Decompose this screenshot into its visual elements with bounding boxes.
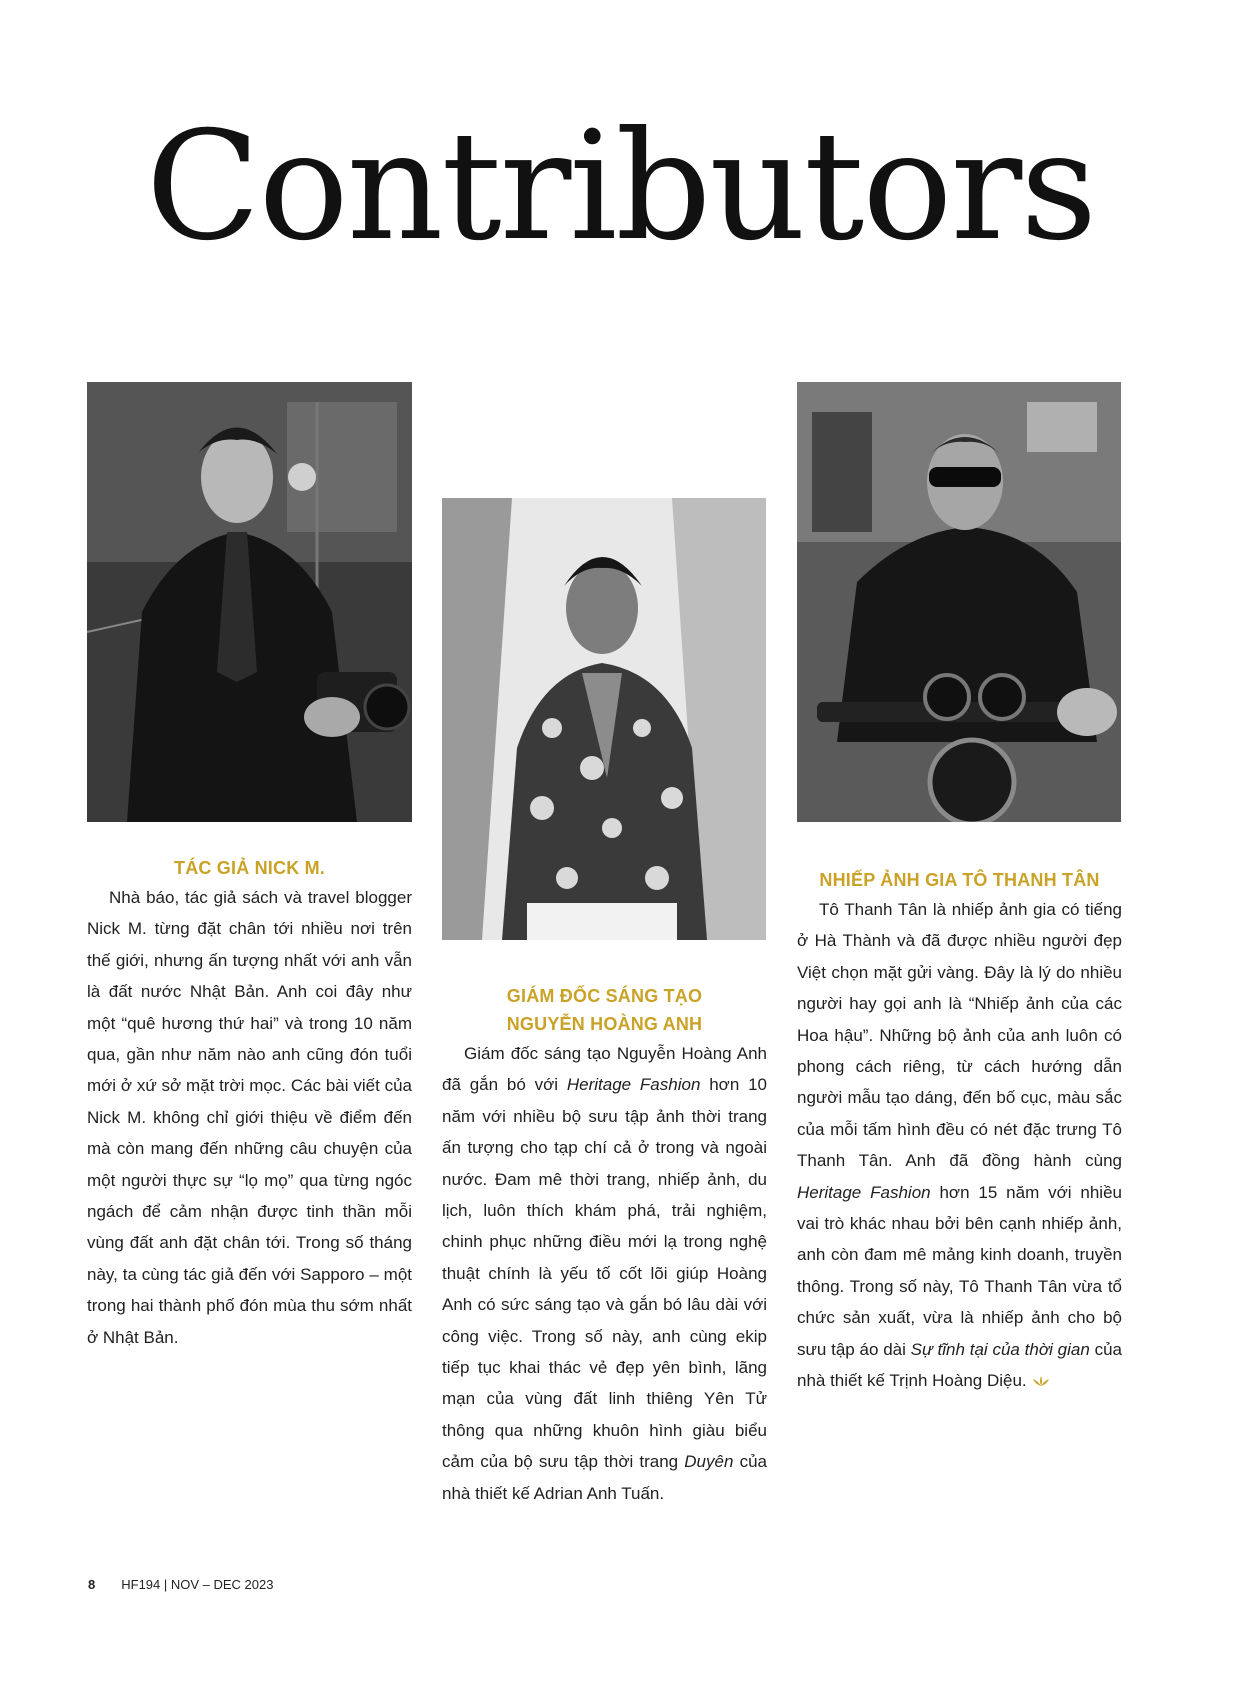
bio-italic: Duyên (684, 1452, 734, 1472)
bio-text: của nhà thiết kế Adrian Anh Tuấn. (442, 1452, 767, 1503)
lotus-end-icon (1031, 1375, 1051, 1387)
photo-nguyen-hoang-anh (442, 498, 766, 940)
contributor-heading: NHIẾP ẢNH GIA TÔ THANH TÂN (819, 870, 1100, 890)
bio-text: Giám đốc sáng tạo Nguyễn Hoàng Anh đã gắn bó với (442, 1044, 767, 1095)
bio-text: Tô Thanh Tân là nhiếp ảnh gia có tiếng ở Hà Thành và đã được nhiều người đẹp Việt chọn mặt gửi vàng. Đây là lý do nhiều người hay gọi anh là “Nhiếp ảnh của các Hoa hậu”. Những bộ ảnh của anh luôn có phong cách riêng, từ cách hướng dẫn người mẫu tạo dáng, đến bố cục, màu sắc của mỗi tấm hình đều có nét đặc trưng Tô Thanh Tân. Anh đã đồng hành cùng (797, 900, 1122, 1171)
bio-text: hơn 10 năm với nhiều bộ sưu tập ảnh thời trang ấn tượng cho tạp chí cả ở trong và ngoài nước. Đam mê thời trang, nhiếp ảnh, du lịch, luôn thích khám phá, trải nghiệm, chinh phục những điều mới lạ trong nghệ thuật chính là yếu tố cốt lõi giúp Hoàng Anh có sức sáng tạo và gắn bó lâu dài với công việc. Trong số này, anh cùng ekip tiếp tục khai thác vẻ đẹp yên bình, lãng mạn của vùng đất linh thiêng Yên Tử thông qua những khuôn hình giàu biểu cảm của bộ sưu tập thời trang (442, 1075, 767, 1472)
issue-info: HF194 | NOV – DEC 2023 (121, 1577, 274, 1592)
contributor-heading: TÁC GIẢ NICK M. (174, 858, 325, 878)
contributor-nick-m (87, 854, 412, 1353)
contributor-nguyen-hoang-anh (442, 982, 767, 1509)
photo-to-thanh-tan (797, 382, 1121, 822)
bio-italic: Sự tĩnh tại của thời gian (910, 1339, 1090, 1359)
bio-italic: Heritage Fashion (797, 1182, 931, 1202)
page-footer (88, 1577, 273, 1592)
contributor-bio (442, 1038, 767, 1509)
heading-line: GIÁM ĐỐC SÁNG TẠO (506, 986, 703, 1006)
bio-text: Nhà báo, tác giả sách và travel blogger Nick M. từng đặt chân tới nhiều nơi trên thế giới, nhưng ấn tượng nhất với anh vẫn là đất nước Nhật Bản. Anh coi đây như một “quê hương thứ hai” và trong 10 năm qua, gần như năm nào anh cũng đón tuổi mới ở xứ sở mặt trời mọc. Các bài viết của Nick M. không chỉ giới thiệu về điểm đến mà còn mang đến những câu chuyện của một người thực sự “lọ mọ” qua từng ngóc ngách để cảm nhận được tinh thần mỗi vùng đất anh đặt chân tới. Trong số tháng này, ta cùng tác giả đến với Sapporo – một trong hai thành phố đón mùa thu sớm nhất ở Nhật Bản. (87, 888, 412, 1347)
page-number: 8 (88, 1577, 96, 1592)
page-title: Contributors (145, 100, 1096, 274)
bio-text: hơn 15 năm với nhiều vai trò khác nhau bởi bên cạnh nhiếp ảnh, anh còn đam mê mảng kinh doanh, truyền thông. Trong số này, Tô Thanh Tân vừa tổ chức sản xuất, vừa là nhiếp ảnh cho bộ sưu tập áo dài (797, 1182, 1122, 1359)
contributor-to-thanh-tan (797, 866, 1122, 1397)
contributor-bio (797, 894, 1122, 1397)
bio-text: của nhà thiết kế Trịnh Hoàng Diệu. (797, 1339, 1122, 1391)
contributor-bio (87, 882, 412, 1353)
photo-nick-m (87, 382, 412, 822)
heading-line: NGUYỄN HOÀNG ANH (506, 1014, 703, 1034)
contributor-heading (442, 982, 767, 1038)
bio-italic: Heritage Fashion (566, 1075, 701, 1095)
